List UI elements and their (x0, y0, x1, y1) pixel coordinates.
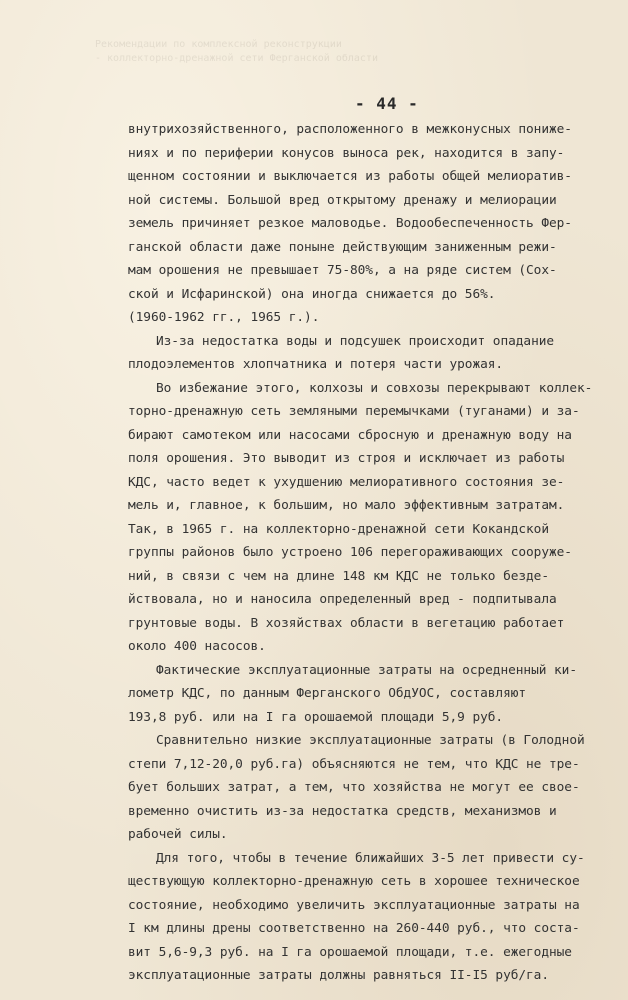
text-line: Для того, чтобы в течение ближайших 3-5 лет привести су- (156, 850, 585, 866)
text-line: внутрихозяйственного, расположенного в межконусных пониже- (128, 122, 572, 137)
text-line: щенном состоянии и выключается из работы общей мелиоратив- (128, 169, 572, 184)
text-line: плодоэлементов хлопчатника и потеря части урожая. (128, 357, 504, 372)
text-line: земель причиняет резкое маловодье. Водообеспеченность Фер- (128, 216, 572, 231)
text-line: вит 5,6-9,3 руб. на I га орошаемой площади, т.е. ежегодные (128, 944, 572, 960)
text-line: грунтовые воды. В хозяйствах области в вегетацию работает (128, 615, 565, 631)
text-line: бует больших затрат, а тем, что хозяйства не могут ее свое- (128, 780, 580, 795)
text-line: ганской области даже поныне действующим заниженным режи- (128, 239, 557, 255)
text-line: поля орошения. Это выводит из строя и исключает из работы (128, 451, 565, 466)
text-line: около 400 насосов. (128, 639, 266, 654)
text-line: Сравнительно низкие эксплуатационные затраты (в Голодной (156, 733, 585, 748)
bleed-line: - коллекторно-дренажной сети Ферганской области (95, 53, 378, 64)
text-line: Из-за недостатка воды и подсушек происходит опадание (156, 333, 555, 349)
text-line: степи 7,12-20,0 руб.га) объясняются не тем, что КДС не тре- (128, 756, 580, 772)
text-line: йствовала, но и наносила определенный вред - подпитывала (128, 592, 557, 607)
bleed-through-text (95, 38, 565, 66)
text-line: группы районов было устроено 106 перегораживающих сооруже- (128, 545, 572, 560)
text-line: лометр КДС, по данным Ферганского ОбдУОС, составляют (128, 686, 527, 701)
text-line: 193,8 руб. или на I га орошаемой площади 5,9 руб. (128, 709, 504, 725)
text-line: бирают самотеком или насосами сбросную и дренажную воду на (128, 427, 572, 443)
page-number: - 44 - (355, 94, 419, 113)
text-line: временно очистить из-за недостатка средств, механизмов и (128, 803, 557, 819)
text-line: ществующую коллекторно-дренажную сеть в хорошее техническое (128, 874, 580, 889)
text-line: ской и Исфаринской) она иногда снижается до 56%. (128, 286, 496, 302)
text-line: КДС, часто ведет к ухудшению мелиоративного состояния зе- (128, 474, 565, 490)
text-line: состояние, необходимо увеличить эксплуатационные затраты на (128, 897, 580, 913)
text-line: эксплуатационные затраты должны равняться II-I5 руб/га. (128, 968, 549, 983)
text-line: ниях и по периферии конусов выноса рек, находится в запу- (128, 145, 565, 161)
text-line: I км длины дрены соответственно на 260-440 руб., что соста- (128, 921, 580, 936)
text-line: рабочей силы. (128, 827, 228, 842)
text-line: мель и, главное, к большим, но мало эффективным затратам. (128, 498, 565, 513)
body-text (128, 118, 598, 988)
text-line: мам орошения не превышает 75-80%, а на ряде систем (Сох- (128, 263, 557, 278)
text-line: торно-дренажную сеть земляными перемычками (туганами) и за- (128, 404, 580, 419)
text-line: Фактические эксплуатационные затраты на осредненный ки- (156, 662, 577, 678)
text-line: ной системы. Большой вред открытому дренажу и мелиорации (128, 192, 557, 208)
text-line: Во избежание этого, колхозы и совхозы перекрывают коллек- (156, 380, 593, 396)
bleed-line: Рекомендации по комплексной реконструкции (95, 39, 342, 50)
text-line: (1960-1962 гг., 1965 г.). (128, 310, 320, 325)
text-line: Так, в 1965 г. на коллекторно-дренажной сети Кокандской (128, 521, 549, 537)
text-line: ний, в связи с чем на длине 148 км КДС не только безде- (128, 568, 549, 584)
